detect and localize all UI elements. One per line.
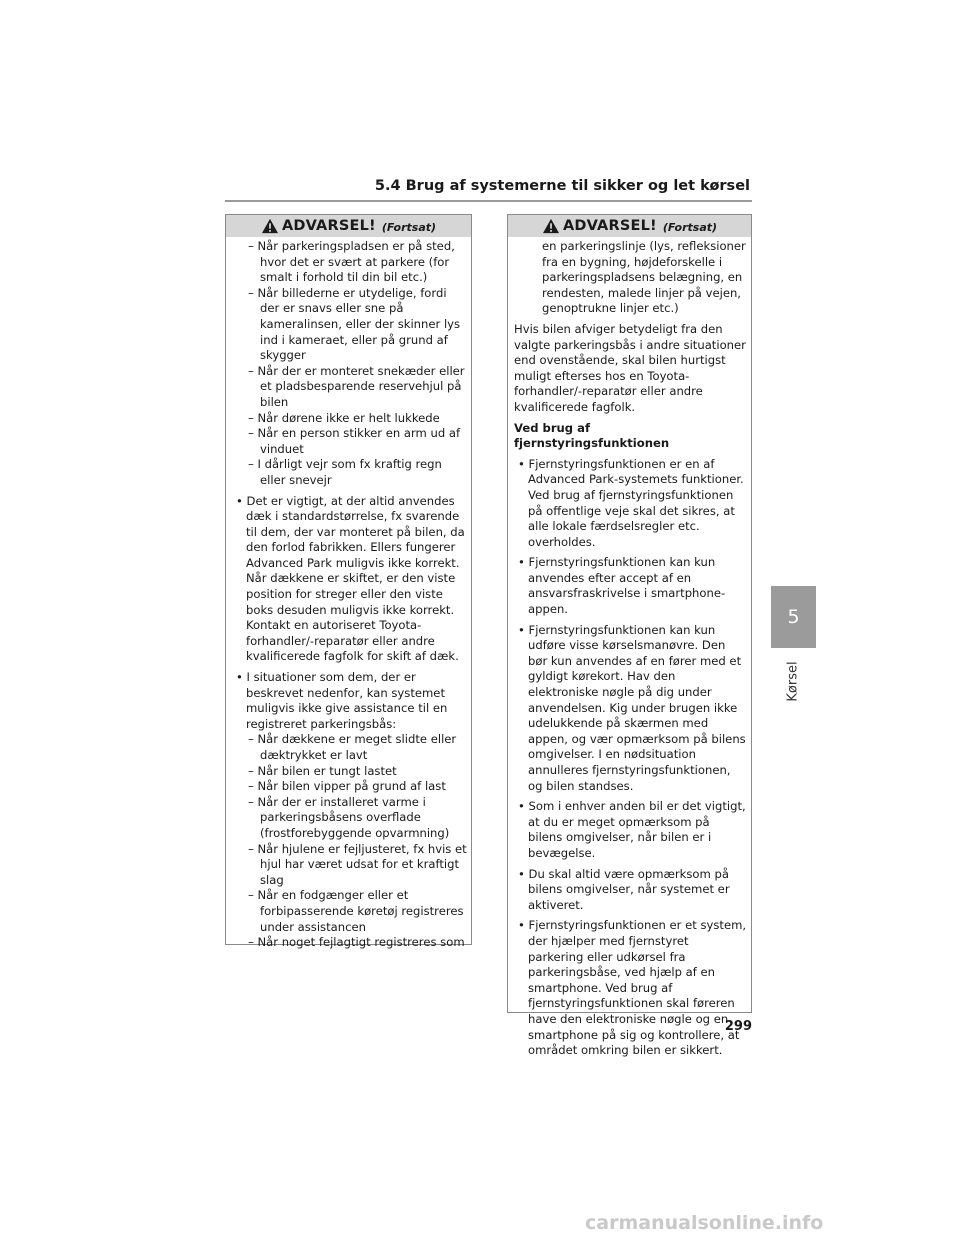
warning-body [226, 237, 471, 951]
bullet-item: • Fjernstyringsfunktionen er en af Advanced Park-systemets funktioner. Ved brug af fjernstyringsfunktionen på offentlige veje skal det sikres, at alle lokale færdselsregler etc. overholdes. [518, 456, 744, 549]
section-title: 5.4 Brug af systemerne til sikker og let kørsel [374, 178, 750, 194]
bullet-item: • Fjernstyringsfunktionen kan kun udføre visse kørselsmanøvre. Den bør kun anvendes af en fører med et gyldigt kørekort. Hav den elektroniske nøgle på dig under anvendelsen. Kig under brugen ikke udelukkende på skærmen med appen, og vær opmærksom på bilens omgivelser. I en nødsituation annulleres fjernstyringsfunktionen, og bilen standses. [518, 622, 746, 793]
warning-continued: (Fortsat) [381, 221, 437, 234]
bullet-item: • Det er vigtigt, at der altid anvendes dæk i standardstørrelse, fx svarende til dem, der var monteret på bilen, da den forlod fabrikken. Ellers fungerer Advanced Park muligvis ikke korrekt. Når dækkene er skiftet, er den viste position for streger eller den viste boks desuden muligvis ikke korrekt. Kontakt en autoriseret Toyota-forhandler/-reparatør eller andre kvalificerede fagfolk for skift af dæk. [236, 493, 465, 664]
dash-item: – Når bilen er tungt lastet [248, 763, 397, 778]
dash-item: – Når der er installeret varme i parkeringsbåsens overflade (frostforebyggende opvarmning) [248, 794, 450, 840]
dash-item: – Når hjulene er fejljusteret, fx hvis et hjul har været udsat for et kraftigt slag [248, 841, 467, 887]
dash-item: – Når billederne er utydelige, fordi der er snavs eller sne på kameralinsen, eller der skinner lys ind i kameraet, eller på grund af skygger [248, 285, 461, 363]
warning-title: ADVARSEL! [562, 218, 657, 234]
warning-header [508, 215, 751, 237]
warning-continued: (Fortsat) [662, 221, 718, 234]
bullet-item: • Fjernstyringsfunktionen kan kun anvendes efter accept af en ansvarsfraskrivelse i smartphone-appen. [518, 555, 726, 617]
paragraph: en parkeringslinje (lys, refleksioner fra en bygning, højdeforskelle i parkeringspladsens belægning, en rendesten, malede linjer på vejen, genoptrukne linjer etc.) [542, 239, 746, 316]
section-heading: Ved brug af fjernstyringsfunktionen [514, 420, 670, 451]
warning-triangle-icon [261, 218, 279, 234]
dash-item: – Når en fodgænger eller et forbipasserende køretøj registreres under assistancen [248, 888, 464, 934]
bullet-item: • Som i enhver anden bil er det vigtigt, at du er meget opmærksom på bilens omgivelser, når bilen er i bevægelse. [518, 799, 746, 860]
warning-box-left [225, 214, 472, 950]
dash-item: – Når noget fejlagtigt registreres som [248, 935, 465, 950]
chapter-tab [771, 586, 816, 648]
dash-item: – Når en person stikker en arm ud af vinduet [248, 426, 461, 456]
dash-item: – I dårligt vejr som fx kraftig regn eller snevejr [248, 457, 442, 487]
dash-item: – Når parkeringspladsen er på sted, hvor det er svært at parkere (for smalt i forhold til din bil etc.) [248, 239, 455, 285]
page-number: 299 [724, 1019, 752, 1034]
warning-title: ADVARSEL! [281, 218, 376, 234]
paragraph: Hvis bilen afviger betydeligt fra den valgte parkeringsbås i andre situationer end ovenstående, skal bilen hurtigst muligt efterses hos en Toyota-forhandler/-reparatør eller andre kvalificerede fagfolk. [514, 321, 746, 414]
section-header [225, 178, 752, 202]
warning-header [226, 215, 471, 237]
chapter-label: Kørsel [785, 661, 801, 702]
dash-item: – Når bilen vipper på grund af last [248, 779, 446, 794]
bullet-item: • Du skal altid være opmærksom på bilens omgivelser, når systemet er aktiveret. [518, 866, 730, 912]
bullet-item: • Fjernstyringsfunktionen er et system, der hjælper med fjernstyret parkering eller udkørsel fra parkeringsbåse, ved hjælp af en smartphone. Ved brug af fjernstyringsfunktionen skal føreren have den elektroniske nøgle og en smartphone på sig og kontrollere, at området omkring bilen er sikkert. [518, 918, 747, 1058]
warning-body [508, 237, 751, 1059]
dash-item: – Når der er monteret snekæder eller et pladsbesparende reservehjul på bilen [248, 363, 465, 409]
bullet-item: • I situationer som dem, der er beskrevet nedenfor, kan systemet muligvis ikke give assistance til en registreret parkeringsbås: [236, 670, 448, 731]
dash-item: – Når dækkene er meget slidte eller dæktrykket er lavt [248, 732, 457, 762]
chapter-number: 5 [787, 606, 800, 628]
warning-triangle-icon [542, 218, 560, 234]
footer-watermark: carmanualsonline.info [585, 1212, 824, 1234]
dash-item: – Når dørene ikke er helt lukkede [248, 410, 440, 425]
